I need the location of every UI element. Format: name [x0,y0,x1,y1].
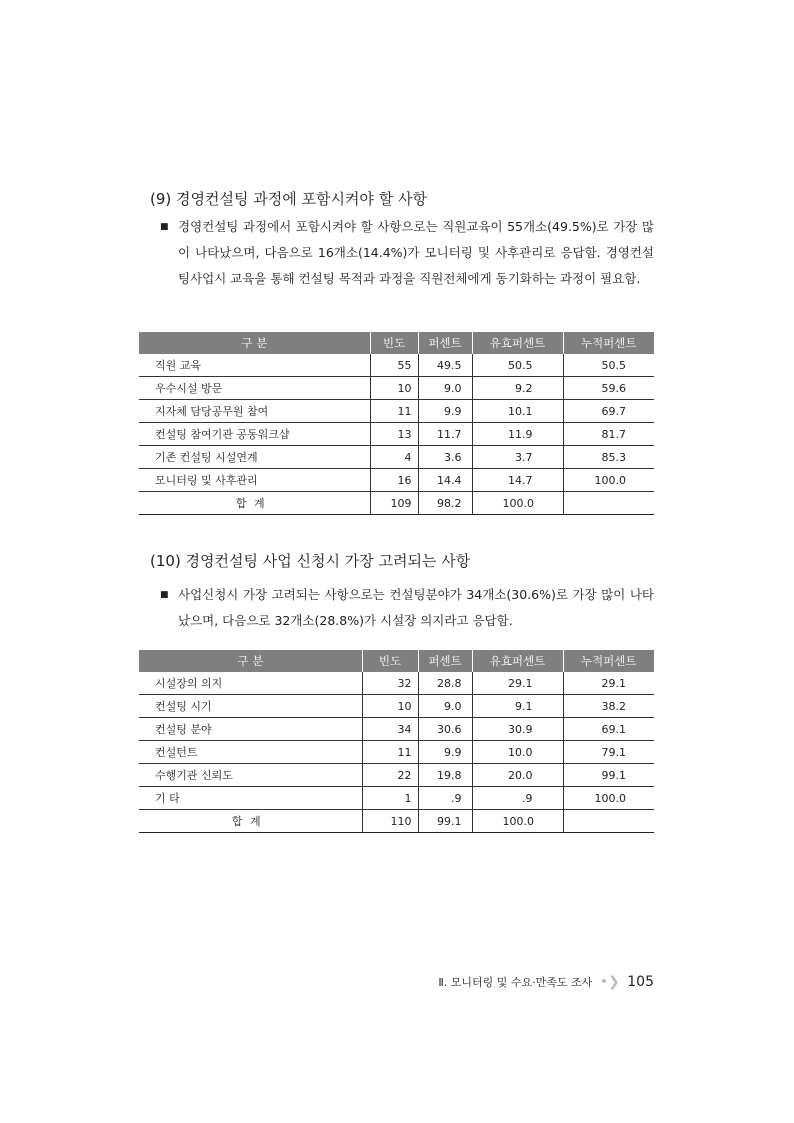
cell-valid-percent: 14.7 [472,469,563,492]
total-label: 합 계 [139,810,362,833]
cell-valid-percent: .9 [472,787,563,810]
cell-category: 기존 컨설팅 시설연계 [139,446,370,469]
header-cumulative-percent: 누적퍼센트 [563,332,654,354]
bullet-paragraph-9 [160,214,654,292]
table-header-row [139,650,654,672]
cell-valid-percent: 50.5 [472,354,563,377]
cell-cumulative-percent: 79.1 [563,741,654,764]
header-percent: 퍼센트 [418,332,472,354]
total-frequency: 110 [362,810,418,833]
cell-frequency: 32 [362,672,418,695]
bullet-text: 사업신청시 가장 고려되는 사항으로는 컨설팅분야가 34개소(30.6%)로 가장 많이 나타났으며, 다음으로 32개소(28.8%)가 시설장 의지라고 응답함. [178,587,654,628]
frequency-table-9 [139,332,654,515]
table-row [139,718,654,741]
cell-valid-percent: 29.1 [472,672,563,695]
cell-percent: .9 [418,787,472,810]
cell-percent: 30.6 [418,718,472,741]
cell-category: 우수시설 방문 [139,377,370,400]
cell-frequency: 34 [362,718,418,741]
cell-category: 기 타 [139,787,362,810]
cell-category: 컨설턴트 [139,741,362,764]
cell-percent: 28.8 [418,672,472,695]
table-row [139,741,654,764]
cell-percent: 49.5 [418,354,472,377]
total-percent: 99.1 [418,810,472,833]
total-frequency: 109 [370,492,418,515]
cell-category: 컨설팅 분야 [139,718,362,741]
cell-percent: 9.0 [418,695,472,718]
chevron-right-icon: •❯ [599,974,620,990]
header-category: 구 분 [139,332,370,354]
cell-percent: 14.4 [418,469,472,492]
total-valid-percent: 100.0 [472,492,563,515]
header-percent: 퍼센트 [418,650,472,672]
cell-cumulative-percent: 99.1 [563,764,654,787]
cell-frequency: 4 [370,446,418,469]
header-category: 구 분 [139,650,362,672]
table-row [139,446,654,469]
cell-percent: 3.6 [418,446,472,469]
cell-cumulative-percent: 81.7 [563,423,654,446]
cell-percent: 9.9 [418,741,472,764]
cell-valid-percent: 9.1 [472,695,563,718]
cell-frequency: 11 [362,741,418,764]
cell-cumulative-percent: 100.0 [563,469,654,492]
bullet-mark: ■ [160,222,169,232]
section-heading-9: (9) 경영컨설팅 과정에 포함시켜야 할 사항 [150,190,427,208]
total-cumulative-percent [563,810,654,833]
total-label: 합 계 [139,492,370,515]
cell-percent: 9.9 [418,400,472,423]
cell-cumulative-percent: 69.1 [563,718,654,741]
total-cumulative-percent [563,492,654,515]
cell-cumulative-percent: 100.0 [563,787,654,810]
cell-frequency: 16 [370,469,418,492]
cell-cumulative-percent: 29.1 [563,672,654,695]
table-total-row [139,492,654,515]
table-row [139,695,654,718]
frequency-table-10 [139,650,654,833]
cell-category: 직원 교육 [139,354,370,377]
cell-cumulative-percent: 85.3 [563,446,654,469]
table-header-row [139,332,654,354]
bullet-mark: ■ [160,590,169,600]
cell-frequency: 11 [370,400,418,423]
cell-valid-percent: 11.9 [472,423,563,446]
header-valid-percent: 유효퍼센트 [472,332,563,354]
cell-valid-percent: 10.1 [472,400,563,423]
page-footer [438,974,654,990]
page-number: 105 [627,974,654,990]
cell-category: 수행기관 신뢰도 [139,764,362,787]
cell-category: 지자체 담당공무원 참여 [139,400,370,423]
footer-chapter-title: Ⅱ. 모니터링 및 수요·만족도 조사 [438,976,593,989]
cell-category: 시설장의 의지 [139,672,362,695]
cell-category: 컨설팅 시기 [139,695,362,718]
cell-frequency: 1 [362,787,418,810]
cell-percent: 11.7 [418,423,472,446]
table-row [139,672,654,695]
table-total-row [139,810,654,833]
cell-category: 모니터링 및 사후관리 [139,469,370,492]
header-frequency: 빈도 [362,650,418,672]
cell-cumulative-percent: 69.7 [563,400,654,423]
table-row [139,787,654,810]
bullet-text: 경영컨설팅 과정에서 포함시켜야 할 사항으로는 직원교육이 55개소(49.5%)로 가장 많이 나타났으며, 다음으로 16개소(14.4%)가 모니터링 및 사후관리로 응답함. 경영컨설팅사업시 교육을 통해 컨설팅 목적과 과정을 직원전체에게 동기화하는 과정이 필요함. [178,219,654,286]
cell-valid-percent: 3.7 [472,446,563,469]
cell-valid-percent: 9.2 [472,377,563,400]
total-percent: 98.2 [418,492,472,515]
cell-valid-percent: 20.0 [472,764,563,787]
cell-frequency: 10 [370,377,418,400]
cell-cumulative-percent: 50.5 [563,354,654,377]
table-row [139,354,654,377]
cell-frequency: 10 [362,695,418,718]
header-frequency: 빈도 [370,332,418,354]
table-row [139,400,654,423]
total-valid-percent: 100.0 [472,810,563,833]
section-heading-10: (10) 경영컨설팅 사업 신청시 가장 고려되는 사항 [150,552,471,570]
header-valid-percent: 유효퍼센트 [472,650,563,672]
cell-frequency: 13 [370,423,418,446]
table-row [139,423,654,446]
cell-percent: 9.0 [418,377,472,400]
cell-percent: 19.8 [418,764,472,787]
cell-category: 컨설팅 참여기관 공동워크샵 [139,423,370,446]
cell-valid-percent: 10.0 [472,741,563,764]
header-cumulative-percent: 누적퍼센트 [563,650,654,672]
table-row [139,764,654,787]
table-row [139,469,654,492]
cell-cumulative-percent: 59.6 [563,377,654,400]
cell-cumulative-percent: 38.2 [563,695,654,718]
bullet-paragraph-10 [160,582,654,634]
cell-frequency: 22 [362,764,418,787]
table-row [139,377,654,400]
cell-valid-percent: 30.9 [472,718,563,741]
cell-frequency: 55 [370,354,418,377]
